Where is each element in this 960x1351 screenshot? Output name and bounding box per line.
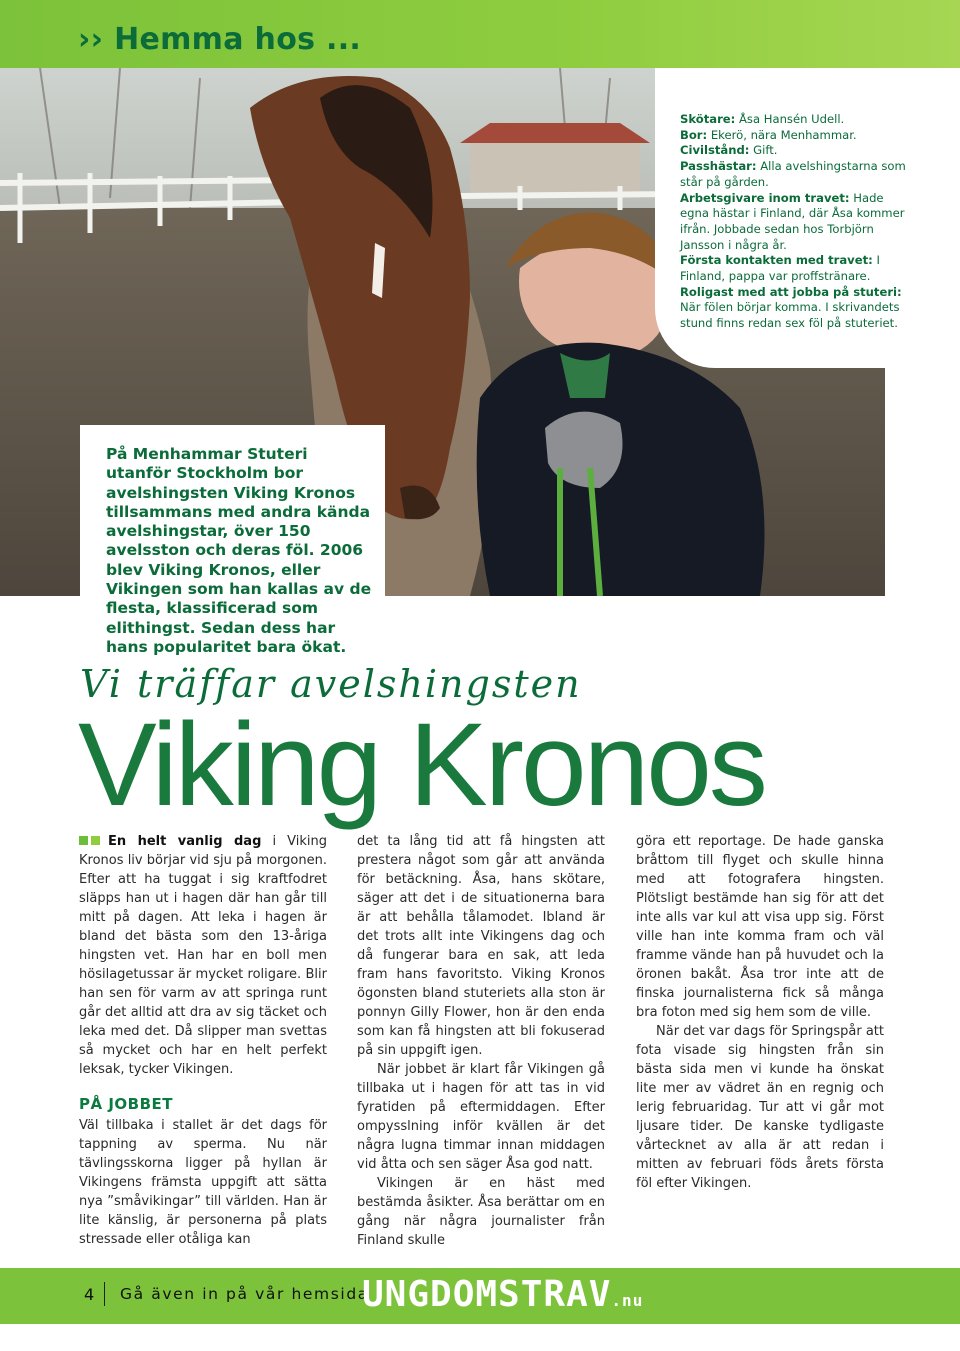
fact-text: I Finland, pappa var proffstränare. (680, 253, 880, 284)
fact-text: Alla avelshingstarna som står på gården. (680, 159, 906, 189)
fact-item (680, 112, 910, 128)
body-paragraph: Vikingen är en häst med bestämda åsikter. Åsa berättar om en gång när några journalister från Finland skulle (357, 1176, 605, 1248)
fact-label: Bor: (680, 127, 708, 142)
intro-text: i Viking Kronos liv börjar vid sju på morgonen. Efter att ha tuggat i sig kraftfodret släpps han ut i hagen där han går till mitt på dagen. Att leka i hagen är bland det bästa som den 13-åriga hingsten vet. Han har en boll men hösilagetussar är mycket roligare. Blir han sen för varm av att springa runt går det alltid att dra av sig täcket och leka med det. Då slipper man svettas så mycket och har en helt perfekt leksak, tycker Vikingen. (79, 834, 327, 1077)
brand-suffix: .nu (611, 1291, 644, 1310)
fact-item (680, 191, 910, 254)
fact-text: Hade egna hästar i Finland, där Åsa kommer ifrån. Jobbade sedan hos Torbjörn Jansson i några år. (680, 190, 905, 252)
fact-label: Roligast med att jobba på stuteri: (680, 284, 902, 299)
brand-name: UNGDOMSTRAV (362, 1274, 612, 1315)
lead-paragraph: På Menhammar Stuteri utanför Stockholm bor avelshingsten Viking Kronos tillsammans med andra kända avelshingstar, över 150 avelsston och deras föl. 2006 blev Viking Kronos, eller Vikingen som han kallas av de flesta, klassificerad som elithingst. Sedan dess har hans popularitet bara ökat. (106, 445, 372, 656)
page-number: 4 (84, 1285, 95, 1304)
website-prompt[interactable]: Gå även in på vår hemsida (120, 1285, 369, 1303)
brand-logo[interactable] (362, 1274, 643, 1315)
intro-paragraph (79, 832, 327, 1079)
bullet-square-icon (79, 836, 88, 845)
body-paragraph: När det var dags för Springspår att fota visade sig hingsten från sin bästa sida men vi kunde ha önskat lite mer av vädret än en regnig och lerig februaridag. Tur att vi går mot ljusare tider. De kanske tydligaste vårtecknet av alla är att redan i mitten av februari föds årets första föl efter Vikingen. (636, 1024, 884, 1191)
fact-text: Gift. (749, 143, 778, 158)
fact-label: Passhästar: (680, 159, 757, 174)
footer-divider (104, 1282, 105, 1306)
body-column-2 (357, 832, 605, 1250)
bullet-square-icon (91, 836, 100, 845)
fact-text: Åsa Hansén Udell. (735, 112, 845, 126)
body-column-1 (79, 832, 327, 1249)
fact-label: Civilstånd: (680, 143, 750, 158)
subheading: PÅ JOBBET (79, 1095, 174, 1113)
fact-item (680, 253, 910, 284)
section-title: ›› Hemma hos ... (78, 22, 362, 57)
fact-label: Första kontakten med travet: (680, 253, 873, 268)
kicker-heading: Vi träffar avelshingsten (80, 662, 582, 706)
facts-panel (680, 112, 910, 332)
body-paragraph: det ta lång tid att få hingsten att prestera något som går att använda för betäckning. Åsa, hans skötare, säger att det i de situationerna bara är att behålla tålamodet. Ibland är det trots allt inte Vikingens dag och då fungerar bara en sak, att leda fram hans favoritsto. Viking Kronos ögonsten bland stuteriets alla ston är ponnyn Gilly Flower, hon är den enda som kan få hingsten att bli fokuserad på sin uppgift igen. (357, 834, 605, 1058)
fact-item (680, 143, 910, 159)
header-bar (0, 0, 960, 68)
fact-text: Ekerö, nära Menhammar. (707, 127, 857, 142)
footer-bar (0, 1268, 960, 1324)
fact-item (680, 128, 910, 144)
body-paragraph: Väl tillbaka i stallet är det dags för tappning av sperma. Nu när tävlingsskorna ligger på hyllan är Vikingens främsta uppgift att sätta nya ”småvikingar” till världen. Han är lite känslig, är personerna på plats stressade eller otåliga kan (79, 1118, 327, 1247)
lead-panel (80, 425, 385, 655)
intro-bold: En helt vanlig dag (108, 834, 262, 849)
page-title: Viking Kronos (78, 699, 765, 831)
body-column-3 (636, 832, 884, 1193)
fact-label: Arbetsgivare inom travet: (680, 190, 850, 205)
fact-label: Skötare: (680, 112, 736, 126)
body-paragraph: göra ett reportage. De hade ganska bråttom till flyget och skulle hinna med att fotografera hingsten. Plötsligt bestämde han sig för att det inte alls var kul att visa upp sig. Först ville han inte komma fram och väl framme vände han på huvudet och la öronen bakåt. Åsa tror inte att de finska journalisterna fick så många bra foton med sig hem som de ville. (636, 834, 884, 1020)
fact-item (680, 285, 910, 332)
body-paragraph: När jobbet är klart får Vikingen gå tillbaka ut i hagen för att tas in vid fyratiden på eftermiddagen. Efter ompysslning inför kvällen är det några lugna timmar innan middagen vid åtta och sen säger Åsa god natt. (357, 1062, 605, 1172)
fact-text: När fölen börjar komma. I skrivandets stund finns redan sex föl på stuteriet. (680, 300, 900, 331)
fact-item (680, 159, 910, 190)
